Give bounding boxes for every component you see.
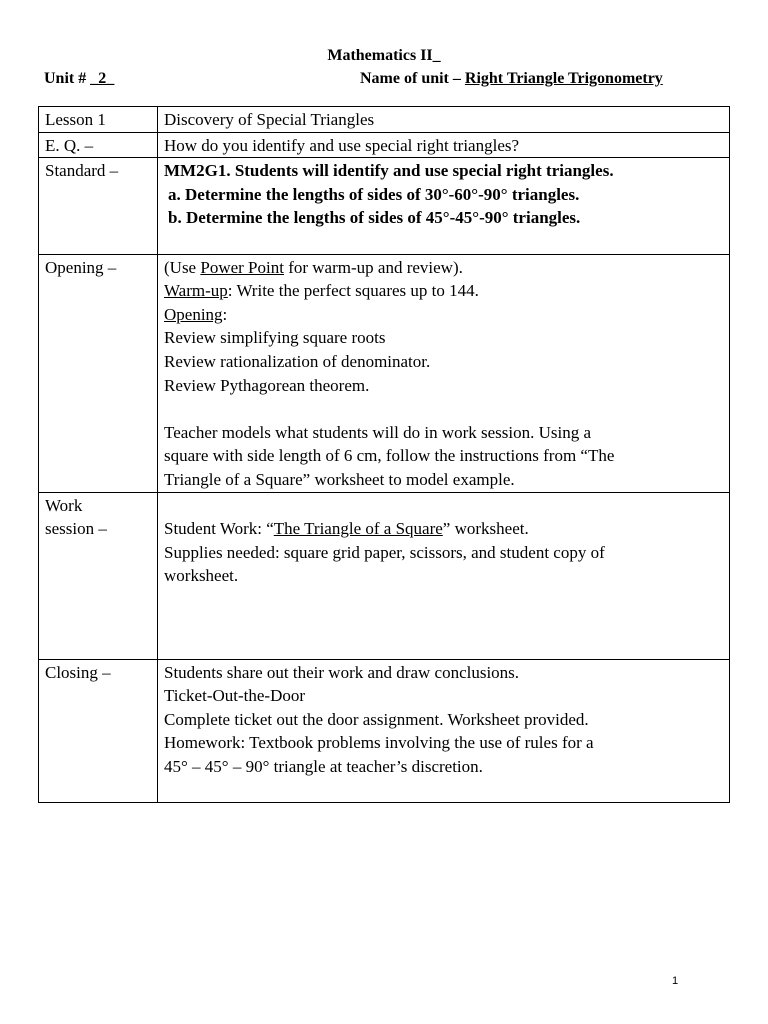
closing-line-4: Homework: Textbook problems involving the use of rules for a xyxy=(164,733,594,753)
lesson-value: Discovery of Special Triangles xyxy=(158,107,730,133)
work-label-line-1: Work xyxy=(45,495,83,515)
opening-line-1 xyxy=(164,256,723,280)
warmup-text: : Write the perfect squares up to 144. xyxy=(227,281,479,301)
opening-sub-label: Opening xyxy=(164,304,223,324)
course-title: Mathematics II_ xyxy=(327,47,441,64)
standard-label: Standard – xyxy=(39,158,158,254)
unit-name-line xyxy=(360,70,663,88)
opening-subheading xyxy=(164,303,723,327)
unit-name: Right Triangle Trigonometry xyxy=(464,70,663,87)
standard-line-3: b. Determine the lengths of sides of 45°-45°-90° triangles. xyxy=(168,208,581,228)
opening-spacer xyxy=(164,397,723,421)
closing-label: Closing – xyxy=(39,659,158,803)
review-line-2: Review rationalization of denominator. xyxy=(164,351,431,371)
standard-spacer xyxy=(164,230,723,254)
lesson-plan-table xyxy=(38,106,730,803)
standard-line-2: a. Determine the lengths of sides of 30°-60°-90° triangles. xyxy=(168,184,580,204)
closing-row xyxy=(39,659,730,803)
warmup-line xyxy=(164,279,723,303)
model-line-2: square with side length of 6 cm, follow the instructions from “The xyxy=(164,446,615,466)
standard-line-1: MM2G1. Students will identify and use special right triangles. xyxy=(164,161,614,181)
eq-row xyxy=(39,132,730,158)
work-label-line-2: session – xyxy=(45,519,107,539)
closing-spacer xyxy=(164,779,723,803)
work-session-row xyxy=(39,492,730,659)
supplies-line-2: worksheet. xyxy=(164,566,239,586)
warmup-label: Warm-up xyxy=(164,281,228,301)
opening-line-1-pre: (Use xyxy=(164,257,201,277)
power-point-link: Power Point xyxy=(200,257,284,277)
work-session-value xyxy=(158,492,730,659)
review-line-1: Review simplifying square roots xyxy=(164,328,386,348)
closing-value xyxy=(158,659,730,803)
unit-number-line xyxy=(44,70,114,88)
closing-line-1: Students share out their work and draw conclusions. xyxy=(164,662,520,682)
model-line-1: Teacher models what students will do in work session. Using a xyxy=(164,422,592,442)
eq-value: How do you identify and use special right triangles? xyxy=(158,132,730,158)
opening-label: Opening – xyxy=(39,254,158,492)
opening-row xyxy=(39,254,730,492)
opening-value xyxy=(158,254,730,492)
student-work-post: ” worksheet. xyxy=(442,519,529,539)
student-work-line xyxy=(164,517,723,541)
closing-line-3: Complete ticket out the door assignment. Worksheet provided. xyxy=(164,709,589,729)
standard-value xyxy=(158,158,730,254)
work-spacer-1 xyxy=(164,588,723,612)
opening-sub-colon: : xyxy=(222,304,228,324)
eq-label: E. Q. – xyxy=(39,132,158,158)
worksheet-title: The Triangle of a Square xyxy=(273,519,443,539)
model-line-3: Triangle of a Square” worksheet to model example. xyxy=(164,469,515,489)
supplies-line-1: Supplies needed: square grid paper, scissors, and student copy of xyxy=(164,542,605,562)
lesson-row xyxy=(39,107,730,133)
page-number: 1 xyxy=(672,975,679,987)
work-spacer-top xyxy=(164,494,723,518)
work-session-label xyxy=(39,492,158,659)
closing-line-5: 45° – 45° – 90° triangle at teacher’s discretion. xyxy=(164,757,483,777)
review-line-3: Review Pythagorean theorem. xyxy=(164,375,370,395)
opening-line-1-post: for warm-up and review). xyxy=(283,257,463,277)
unit-name-label: Name of unit – xyxy=(360,70,465,87)
student-work-pre: Student Work: “ xyxy=(164,519,274,539)
closing-line-2: Ticket-Out-the-Door xyxy=(164,686,306,706)
standard-row xyxy=(39,158,730,254)
unit-number: _2_ xyxy=(90,70,115,87)
work-spacer-3 xyxy=(164,635,723,659)
unit-label: Unit # xyxy=(44,70,91,87)
work-spacer-2 xyxy=(164,611,723,635)
lesson-label: Lesson 1 xyxy=(39,107,158,133)
